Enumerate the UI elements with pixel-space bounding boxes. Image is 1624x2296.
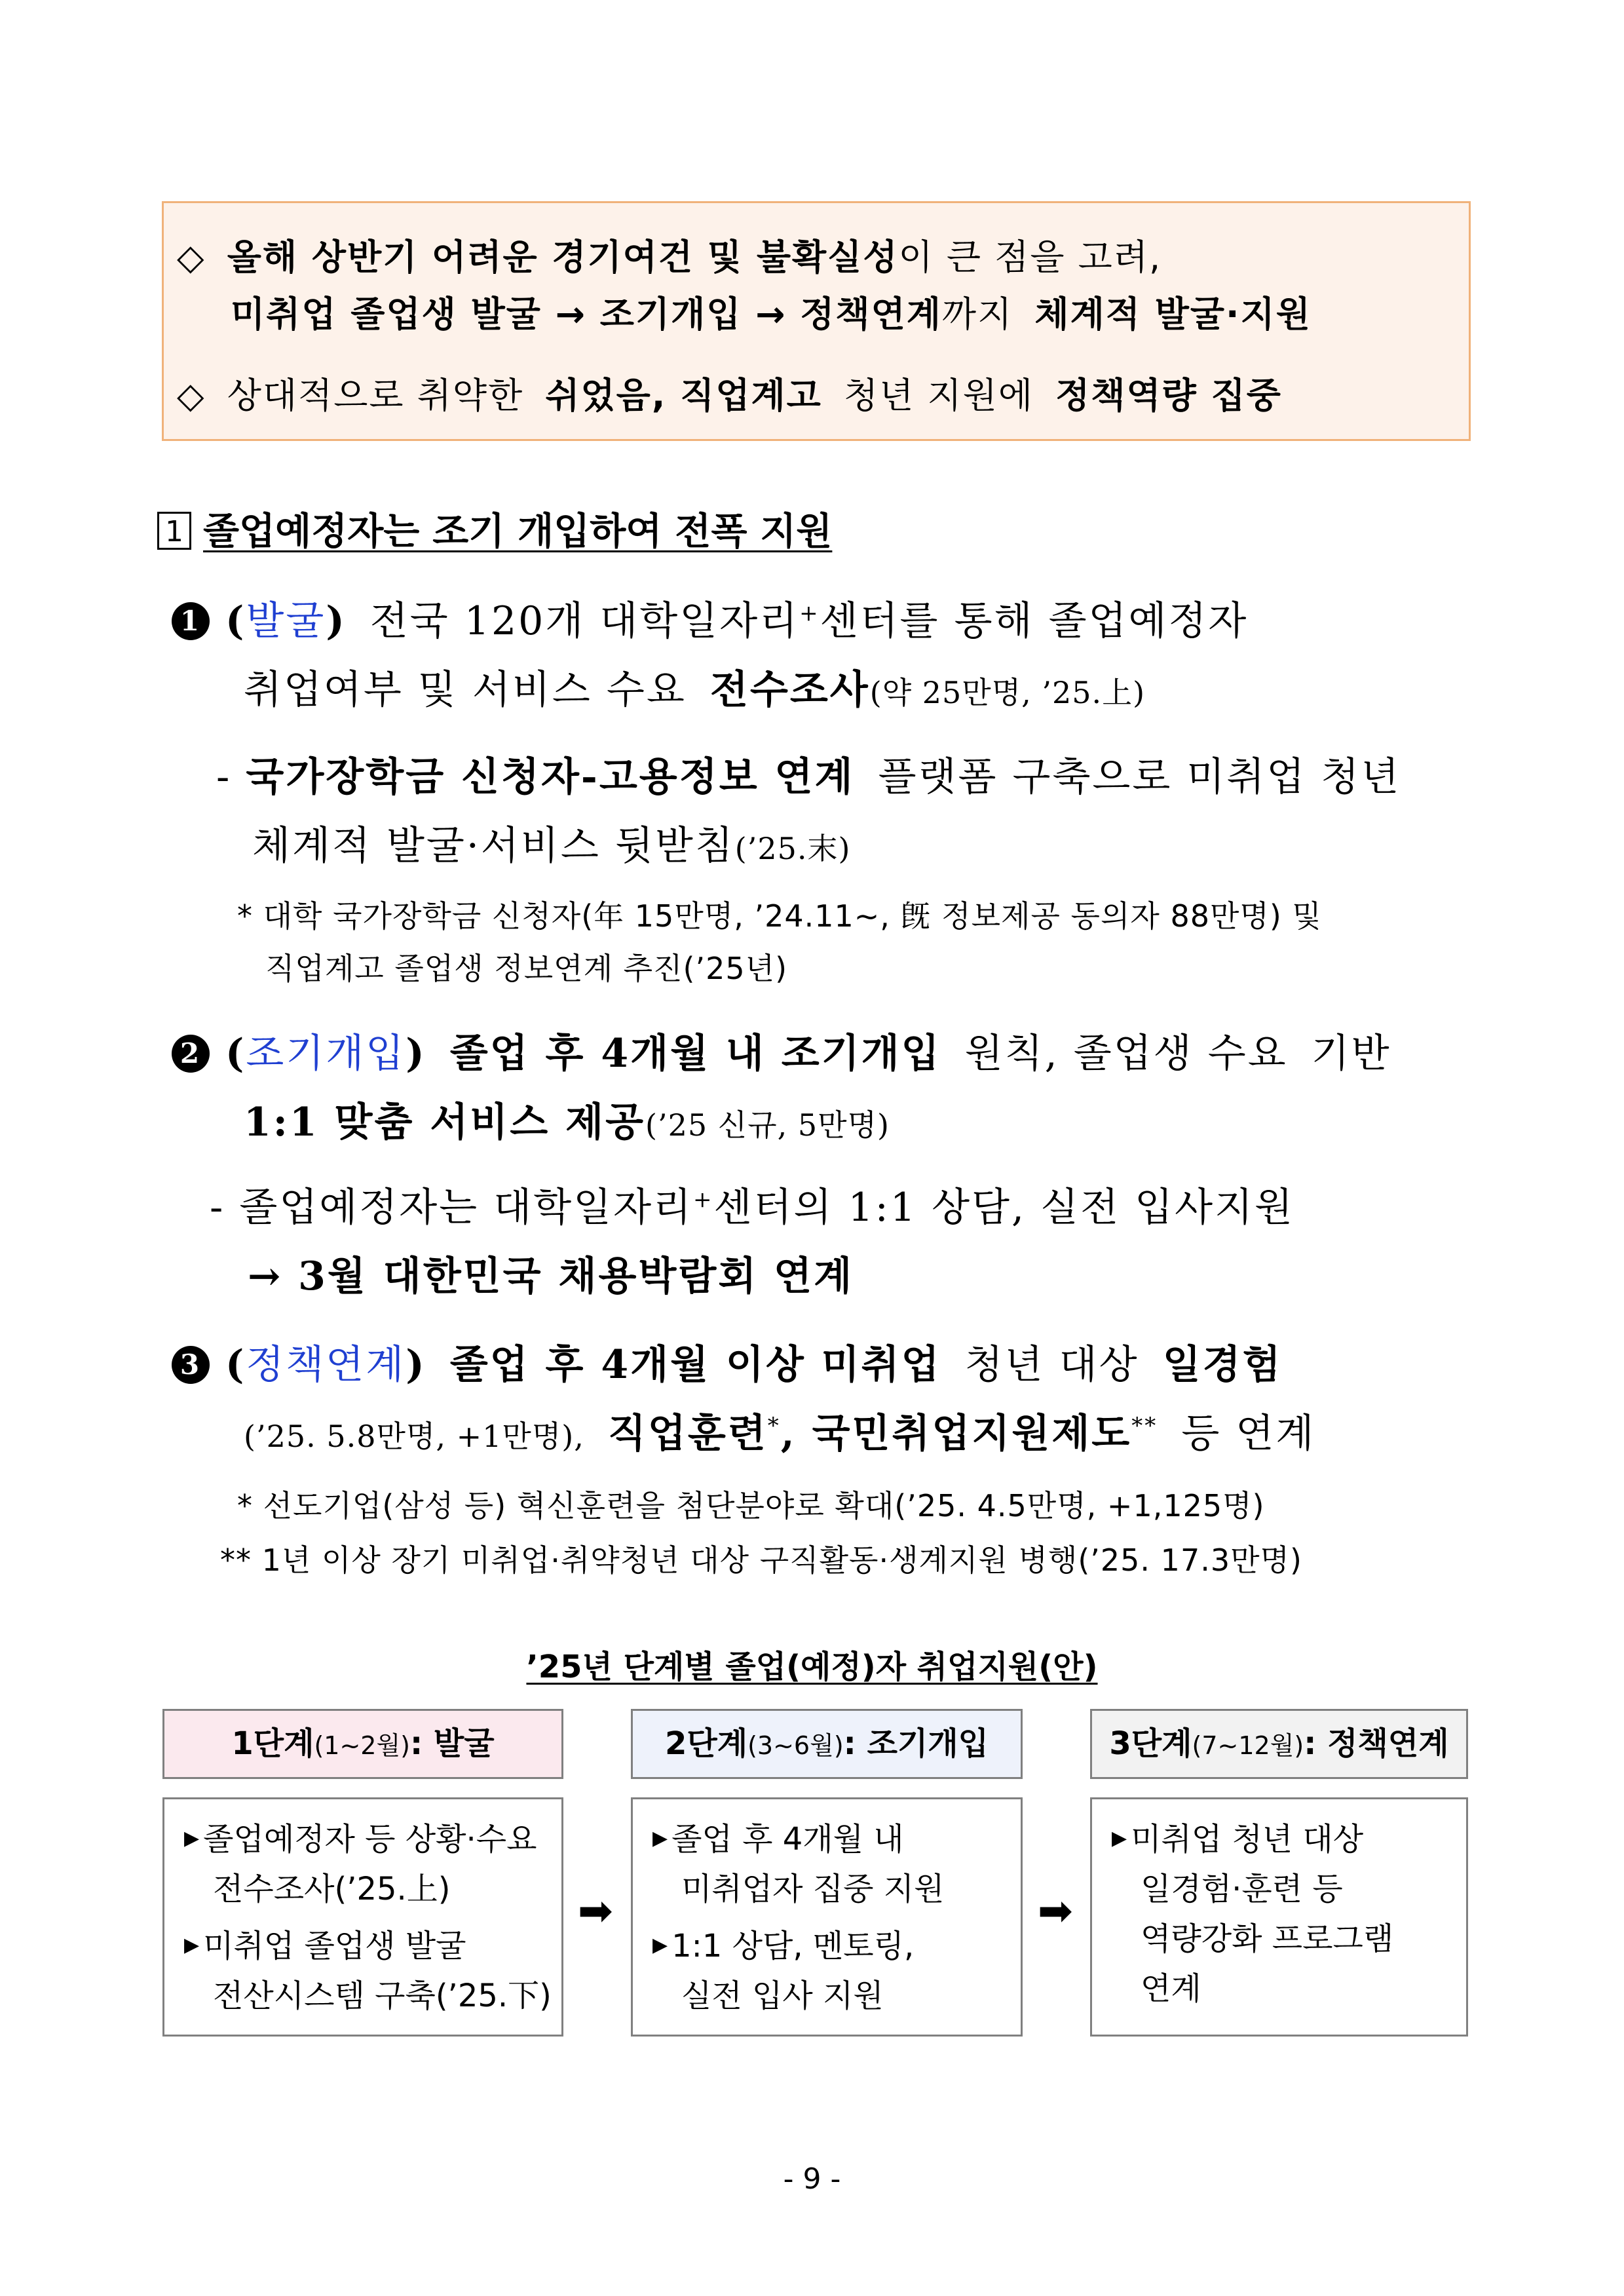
item-1-dash-line-1: - 국가장학금 신청자-고용정보 연계 플랫폼 구축으로 미취업 청년 [216,754,1401,800]
page-number: - 9 - [783,2162,841,2196]
item-1-note-line-2: 직업계고 졸업생 정보연계 추진(’25년) [265,951,788,986]
triangle-bullet-icon: ▶ [184,1934,200,1957]
step-3-header: 3단계(7~12월): 정책연계 [1090,1709,1468,1779]
item-1-dash-line-2: 체계적 발굴·서비스 뒷받침(’25.末) [252,823,851,869]
item-2-dash-line-2: → 3월 대한민국 채용박람회 연계 [248,1253,854,1299]
item-2-keyword: 조기개입 [246,1031,406,1077]
item-1-note-line-1: * 대학 국가장학금 신청자(年 15만명, ’24.11~, 旣 정보제공 동의자 88만명) 및 [237,898,1322,934]
section-title: 1 졸업예정자는 조기 개입하여 전폭 지원 [157,501,832,555]
step-2-header: 2단계(3~6월): 조기개입 [631,1709,1023,1779]
step-1-body [162,1797,563,2037]
arrow-right-icon: ➡ [1038,1887,1073,1936]
section-number: 1 [157,512,191,550]
item-3-line-1: 3 (정책연계) 졸업 후 4개월 이상 미취업 청년 대상 일경험 [172,1333,1283,1390]
list-item: ▶ 미취업 졸업생 발굴 전산시스템 구축(’25.下) [184,1928,552,2014]
summary-line-2: 미취업 졸업생 발굴 → 조기개입 → 정책연계까지 체계적 발굴·지원 [231,294,1312,335]
list-item: ▶ 1:1 상담, 멘토링, 실전 입사 지원 [652,1928,915,2014]
item-3-line-2: (’25. 5.8만명, +1만명), 직업훈련*, 국민취업지원제도** 등 연계 [244,1411,1316,1457]
flow-title: ’25년 단계별 졸업(예정)자 취업지원(안) [526,1649,1098,1685]
item-1-marker: 1 [172,602,210,640]
item-2-line-1: 2 (조기개입) 졸업 후 4개월 내 조기개입 원칙, 졸업생 수요 기반 [172,1022,1391,1079]
triangle-bullet-icon: ▶ [652,1827,668,1850]
list-item: ▶ 졸업예정자 등 상황·수요 전수조사(’25.上) [184,1821,537,1907]
item-1-line-2: 취업여부 및 서비스 수요 전수조사(약 25만명, ’25.上) [244,667,1146,713]
step-3-body [1090,1797,1468,2037]
item-1-line-1: 1 (발굴) 전국 120개 대학일자리+센터를 통해 졸업예정자 [172,590,1248,646]
item-2-marker: 2 [172,1035,210,1073]
list-item: ▶ 졸업 후 4개월 내 미취업자 집중 지원 [652,1821,945,1907]
item-2-dash-line-1: - 졸업예정자는 대학일자리+센터의 1:1 상담, 실전 입사지원 [210,1185,1294,1231]
list-item: ▶ 미취업 청년 대상 일경험·훈련 등 역량강화 프로그램 연계 [1112,1821,1394,2007]
summary-line-1: ◇ 올해 상반기 어려운 경기여건 및 불확실성이 큰 점을 고려, [177,237,1162,278]
summary-line-3: ◇ 상대적으로 취약한 쉬었음, 직업계고 청년 지원에 정책역량 집중 [177,375,1282,416]
item-3-note-1: * 선도기업(삼성 등) 혁신훈련을 첨단분야로 확대(’25. 4.5만명, +1,125명) [237,1488,1265,1523]
arrow-right-icon: ➡ [578,1887,613,1936]
diamond-icon: ◇ [177,237,206,278]
triangle-bullet-icon: ▶ [1112,1827,1127,1850]
step-2-body [631,1797,1023,2037]
item-3-marker: 3 [172,1346,210,1384]
item-2-line-2: 1:1 맞춤 서비스 제공(’25 신규, 5만명) [244,1100,890,1145]
triangle-bullet-icon: ▶ [652,1934,668,1957]
triangle-bullet-icon: ▶ [184,1827,200,1850]
item-3-keyword: 정책연계 [246,1342,406,1388]
step-1-header: 1단계(1~2월): 발굴 [162,1709,563,1779]
item-3-note-2: ** 1년 이상 장기 미취업·취약청년 대상 구직활동·생계지원 병행(’25. 17.3만명) [220,1542,1302,1578]
diamond-icon: ◇ [177,375,206,416]
item-1-keyword: 발굴 [246,598,326,644]
